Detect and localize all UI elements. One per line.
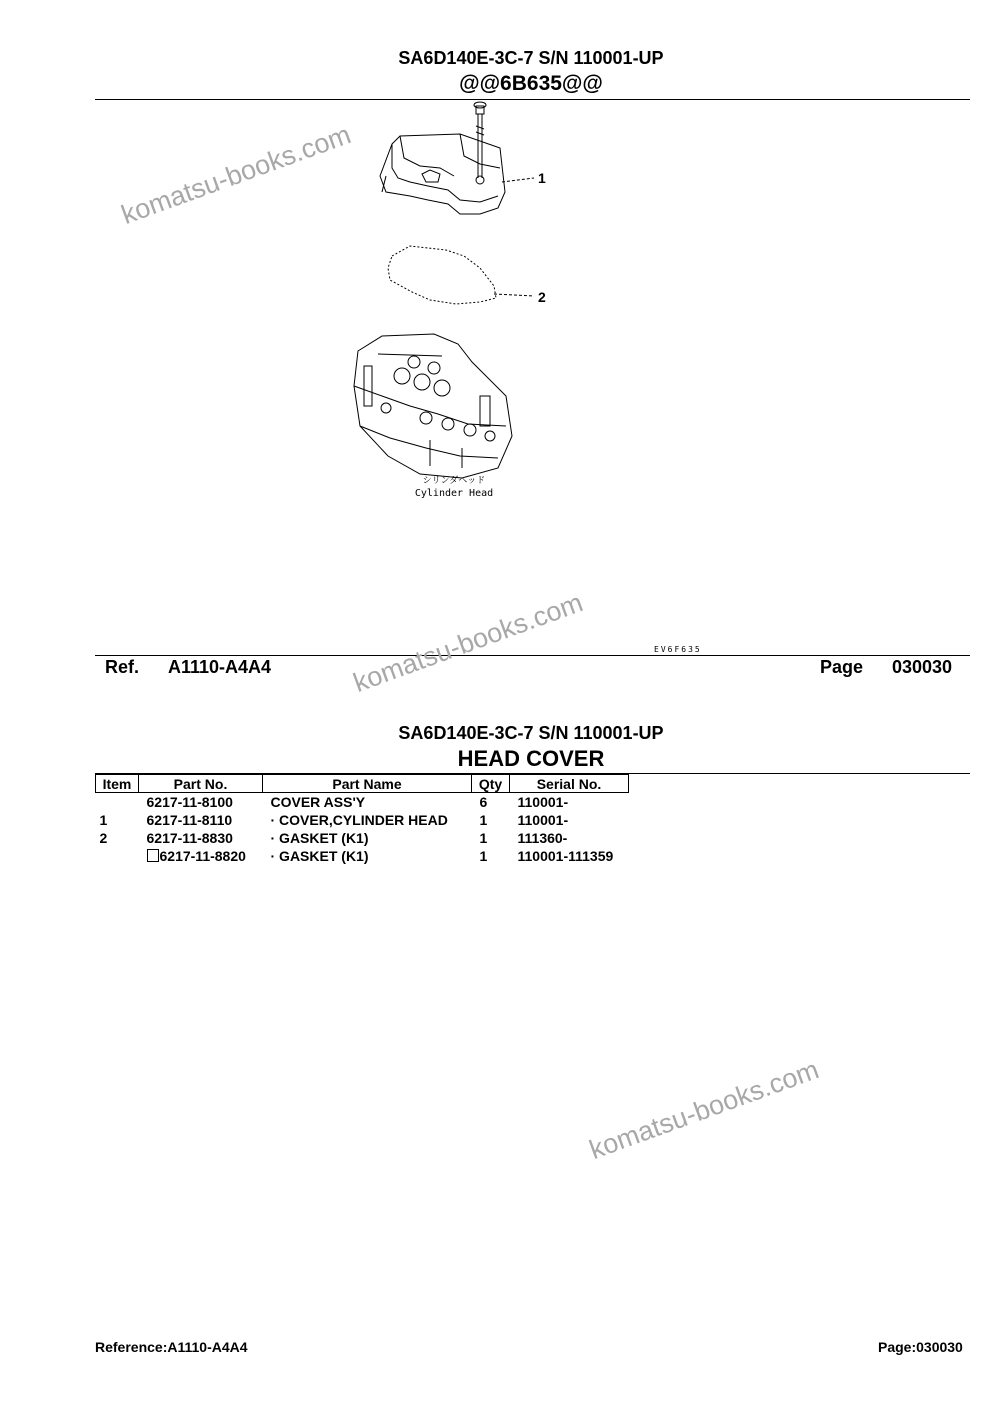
cell-part-name: · COVER,CYLINDER HEAD: [270, 812, 448, 828]
cell-part-name: · GASKET (K1): [270, 848, 369, 864]
watermark: komatsu-books.com: [349, 587, 587, 699]
part-no-text: 6217-11-8820: [159, 848, 246, 864]
cell-part-no: 6217-11-8830: [146, 830, 233, 846]
callout-2-leader: [494, 294, 534, 296]
watermark: komatsu-books.com: [585, 1054, 823, 1166]
cell-qty: 1: [479, 812, 488, 828]
header-part-no: Part No.: [139, 775, 263, 793]
ref-divider: [95, 655, 970, 656]
header-part-name: Part Name: [263, 775, 472, 793]
table-row: [96, 847, 629, 865]
cell-qty: 1: [479, 848, 488, 864]
ref-value: A1110-A4A4: [168, 657, 272, 677]
footer-page: Page:030030: [878, 1339, 963, 1355]
head-cover-drawing: [380, 134, 505, 214]
cylinder-head-drawing: [354, 334, 512, 478]
section-title: HEAD COVER: [457, 746, 605, 771]
interchangeable-box-icon: [147, 849, 159, 862]
figure-small-code: EV6F635: [654, 645, 702, 654]
table-row: [96, 811, 629, 829]
cell-qty: 6: [479, 794, 488, 810]
watermark: komatsu-books.com: [117, 119, 355, 231]
component-japanese-label: シリンダヘッド: [422, 476, 486, 486]
header-serial-no: Serial No.: [510, 775, 629, 793]
cell-part-no-alt: [139, 847, 263, 865]
table-header-row: [96, 775, 629, 793]
exploded-parts-diagram: [330, 96, 590, 506]
cell-item: [96, 793, 139, 812]
page-label: Page: [820, 657, 864, 677]
ref-label: Ref.: [105, 657, 140, 677]
cell-serial: 110001-111359: [517, 848, 614, 864]
cell-serial: 111360-: [517, 830, 568, 846]
callout-1-leader: [502, 178, 534, 182]
cell-item: 1: [99, 812, 108, 828]
callout-1-number: 1: [538, 170, 546, 186]
cell-qty: 1: [479, 830, 488, 846]
table-row: [96, 793, 629, 812]
cell-serial: 110001-: [517, 794, 569, 810]
footer-reference: Reference:A1110-A4A4: [95, 1339, 248, 1355]
cell-item: 2: [99, 830, 108, 846]
gasket-drawing: [388, 246, 496, 304]
cell-part-name: · GASKET (K1): [270, 830, 369, 846]
header-item: Item: [96, 775, 139, 793]
cell-part-no: 6217-11-8100: [146, 794, 233, 810]
page-value: 030030: [892, 657, 953, 677]
component-label: Cylinder Head: [414, 488, 494, 499]
parts-table: [95, 774, 629, 865]
cell-part-name: COVER ASS'Y: [270, 794, 366, 810]
section-model: SA6D140E-3C-7 S/N 110001-UP: [398, 723, 664, 743]
table-row: [96, 829, 629, 847]
figure-code-header: @@6B635@@: [459, 72, 603, 95]
callout-2-number: 2: [538, 289, 546, 305]
cell-serial: 110001-: [517, 812, 569, 828]
cell-item: [96, 847, 139, 865]
header-qty: Qty: [472, 775, 510, 793]
cell-part-no: 6217-11-8110: [146, 812, 233, 828]
document-model-header: SA6D140E-3C-7 S/N 110001-UP: [398, 48, 664, 68]
